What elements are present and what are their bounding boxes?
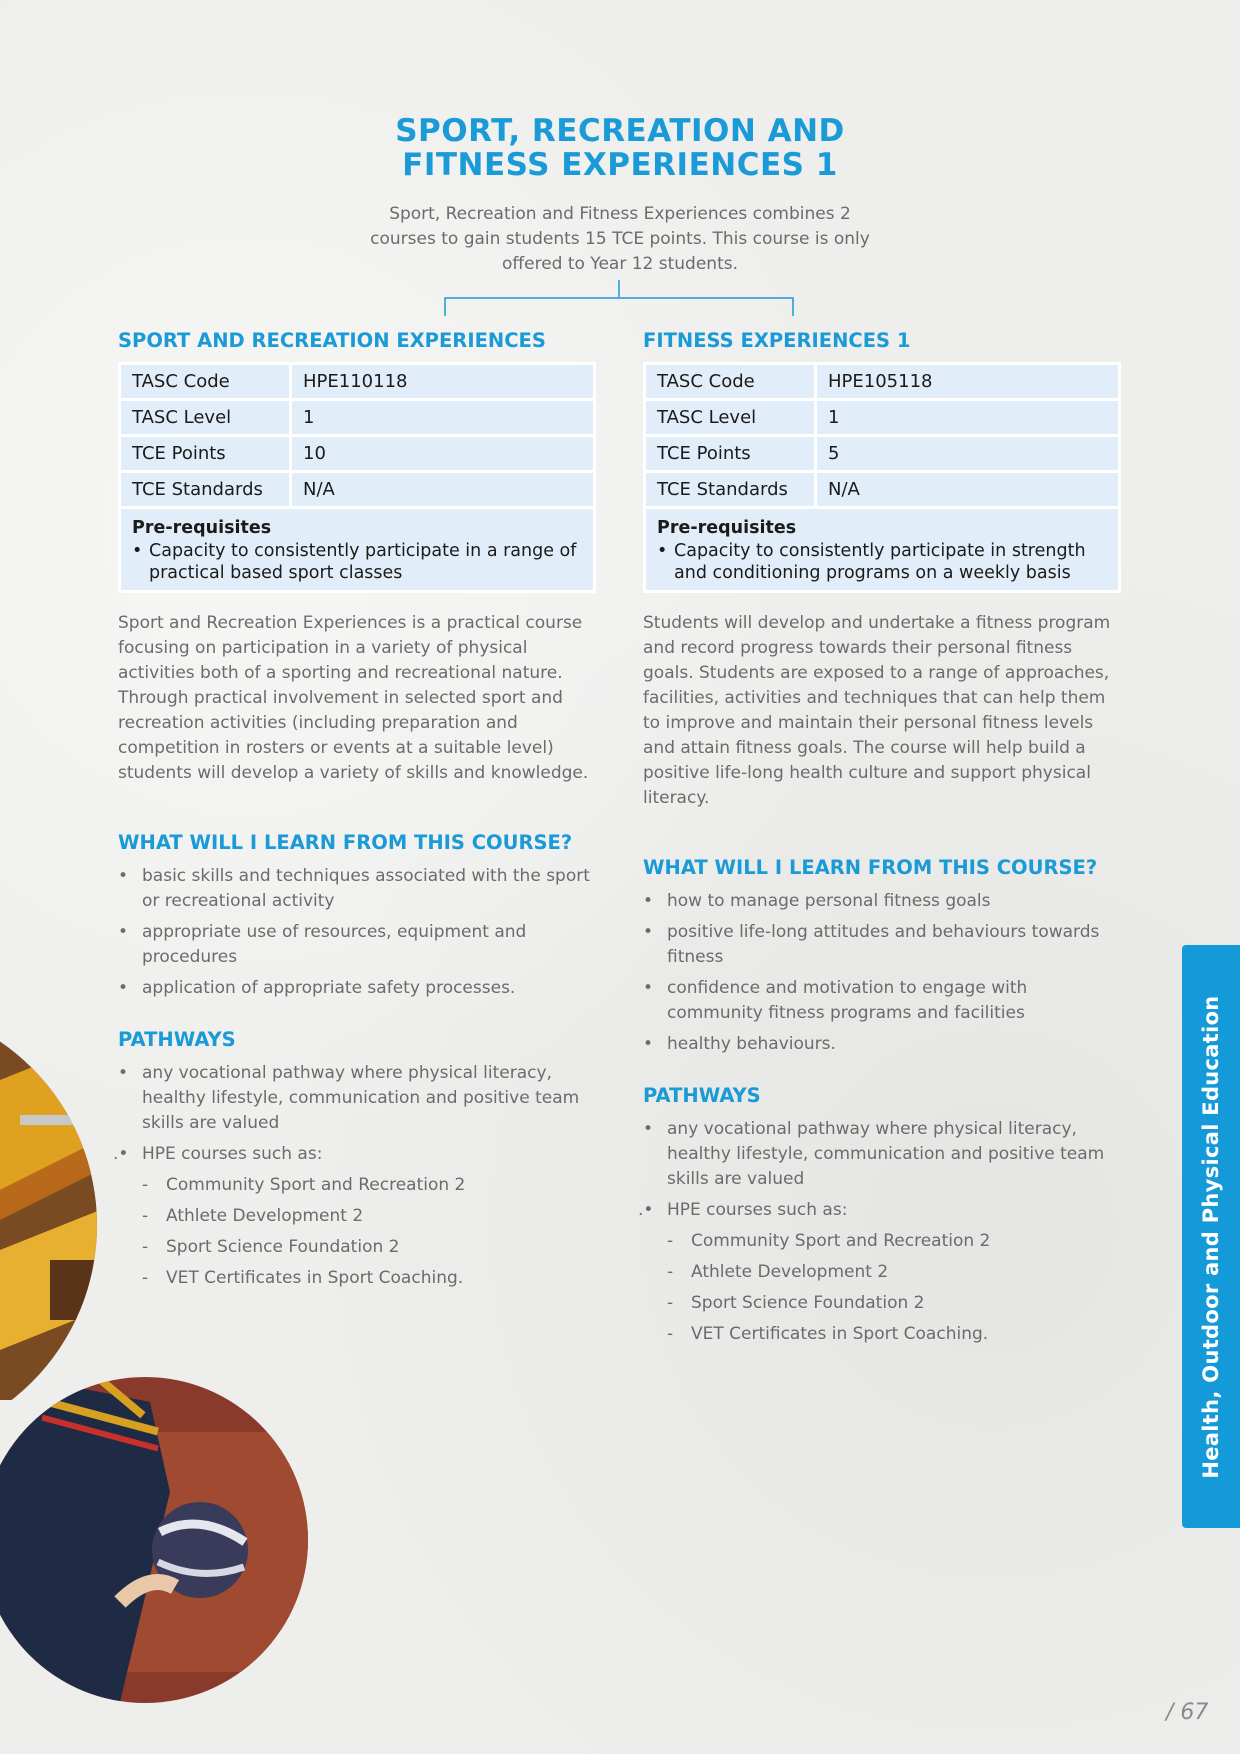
- table-value: HPE105118: [816, 364, 1120, 400]
- table-row: [645, 472, 1120, 508]
- table-value: N/A: [816, 472, 1120, 508]
- course-title: SPORT AND RECREATION EXPERIENCES: [118, 329, 546, 352]
- list-item: - Community Sport and Recreation 2: [142, 1175, 466, 1195]
- list-item: - VET Certificates in Sport Coaching.: [667, 1324, 989, 1344]
- course-connector: [444, 280, 794, 316]
- course-description: Sport and Recreation Experiences is a practical course focusing on participation in a variety of physical activities both of a sporting and recreational nature. Through practical involvement in selected sport and recreation activities (including preparation and competition in rosters or events at a suitable level) students will develop a variety of skills and knowledge.: [118, 613, 589, 783]
- table-key: TASC Level: [120, 400, 291, 436]
- basketball-photo: [0, 1372, 310, 1712]
- prerequisite-text: Capacity to consistently participate in strength and conditioning programs on a weekly basis: [674, 541, 1086, 583]
- course-info-table: [643, 362, 1121, 509]
- gym-photo: [0, 1020, 100, 1400]
- page-number: / 67: [1166, 1700, 1209, 1725]
- prerequisites-box: [643, 509, 1121, 593]
- table-row: [645, 364, 1120, 400]
- bullet-marker: •: [657, 541, 668, 561]
- table-row: [120, 400, 595, 436]
- prerequisite-text: Capacity to consistently participate in a range of practical based sport classes: [149, 541, 577, 583]
- learn-list: [118, 864, 596, 1001]
- table-key: TASC Level: [645, 400, 816, 436]
- pathway-courses-list: [142, 1173, 596, 1291]
- table-row: [120, 364, 595, 400]
- course-description: Students will develop and undertake a fitness program and record progress towards their personal fitness goals. Students are exposed to a range of approaches, facilities, activities and techniques that can help them to improve and maintain their personal fitness levels and attain fitness goals. The course will help build a positive life-long health culture and support physical literacy.: [643, 613, 1111, 808]
- table-value: 10: [291, 436, 595, 472]
- table-key: TCE Points: [645, 436, 816, 472]
- table-key: TCE Standards: [120, 472, 291, 508]
- table-key: TASC Code: [120, 364, 291, 400]
- list-item: • application of appropriate safety processes.: [118, 978, 516, 998]
- course-column-fitness: [638, 328, 1121, 1353]
- table-value: N/A: [291, 472, 595, 508]
- list-item: • confidence and motivation to engage with community fitness programs and facilities: [643, 978, 1028, 1023]
- pathways-heading: PATHWAYS: [643, 1084, 761, 1107]
- table-value: HPE110118: [291, 364, 595, 400]
- intro-text: Sport, Recreation and Fitness Experiences combines 2 courses to gain students 15 TCE points. This course is only offered to Year 12 students.: [370, 204, 870, 274]
- list-item: • healthy behaviours.: [643, 1034, 836, 1054]
- list-item: - Sport Science Foundation 2: [142, 1237, 400, 1257]
- list-item: - Sport Science Foundation 2: [667, 1293, 925, 1313]
- list-item: • appropriate use of resources, equipment and procedures: [118, 922, 527, 967]
- list-item: .• HPE courses such as:: [113, 1144, 323, 1164]
- list-item: - VET Certificates in Sport Coaching.: [142, 1268, 464, 1288]
- pathways-heading: PATHWAYS: [118, 1028, 236, 1051]
- prerequisites-heading: Pre-requisites: [657, 518, 797, 538]
- list-item: • how to manage personal fitness goals: [643, 891, 991, 911]
- title-line-1: SPORT, RECREATION AND: [395, 113, 845, 149]
- page-title: [320, 114, 920, 182]
- list-item: - Athlete Development 2: [667, 1262, 889, 1282]
- list-item: • any vocational pathway where physical literacy, healthy lifestyle, communication and positive team skills are valued: [643, 1119, 1105, 1189]
- list-item: - Community Sport and Recreation 2: [667, 1231, 991, 1251]
- course-info-table: [118, 362, 596, 509]
- pathway-courses-list: [667, 1229, 1121, 1347]
- learn-list: [643, 889, 1121, 1057]
- prerequisites-box: [118, 509, 596, 593]
- table-key: TCE Points: [120, 436, 291, 472]
- table-row: [120, 436, 595, 472]
- table-value: 1: [816, 400, 1120, 436]
- prerequisites-heading: Pre-requisites: [132, 518, 272, 538]
- table-row: [120, 472, 595, 508]
- learn-heading: WHAT WILL I LEARN FROM THIS COURSE?: [118, 831, 573, 854]
- list-item: • basic skills and techniques associated with the sport or recreational activity: [118, 866, 590, 911]
- list-item: • any vocational pathway where physical literacy, healthy lifestyle, communication and positive team skills are valued: [118, 1063, 580, 1133]
- list-item: • positive life-long attitudes and behaviours towards fitness: [643, 922, 1100, 967]
- section-tab: [1182, 945, 1240, 1528]
- title-line-2: FITNESS EXPERIENCES 1: [402, 147, 838, 183]
- pathways-list: [638, 1117, 1121, 1223]
- table-row: [645, 400, 1120, 436]
- course-column-sport-recreation: [113, 328, 596, 1297]
- table-key: TCE Standards: [645, 472, 816, 508]
- list-item: .• HPE courses such as:: [638, 1200, 848, 1220]
- bullet-marker: •: [132, 541, 143, 561]
- table-row: [645, 436, 1120, 472]
- table-key: TASC Code: [645, 364, 816, 400]
- table-value: 5: [816, 436, 1120, 472]
- table-value: 1: [291, 400, 595, 436]
- section-tab-label: Health, Outdoor and Physical Education: [1199, 994, 1223, 1479]
- list-item: - Athlete Development 2: [142, 1206, 364, 1226]
- pathways-list: [113, 1061, 596, 1167]
- learn-heading: WHAT WILL I LEARN FROM THIS COURSE?: [643, 856, 1098, 879]
- course-title: FITNESS EXPERIENCES 1: [643, 329, 911, 352]
